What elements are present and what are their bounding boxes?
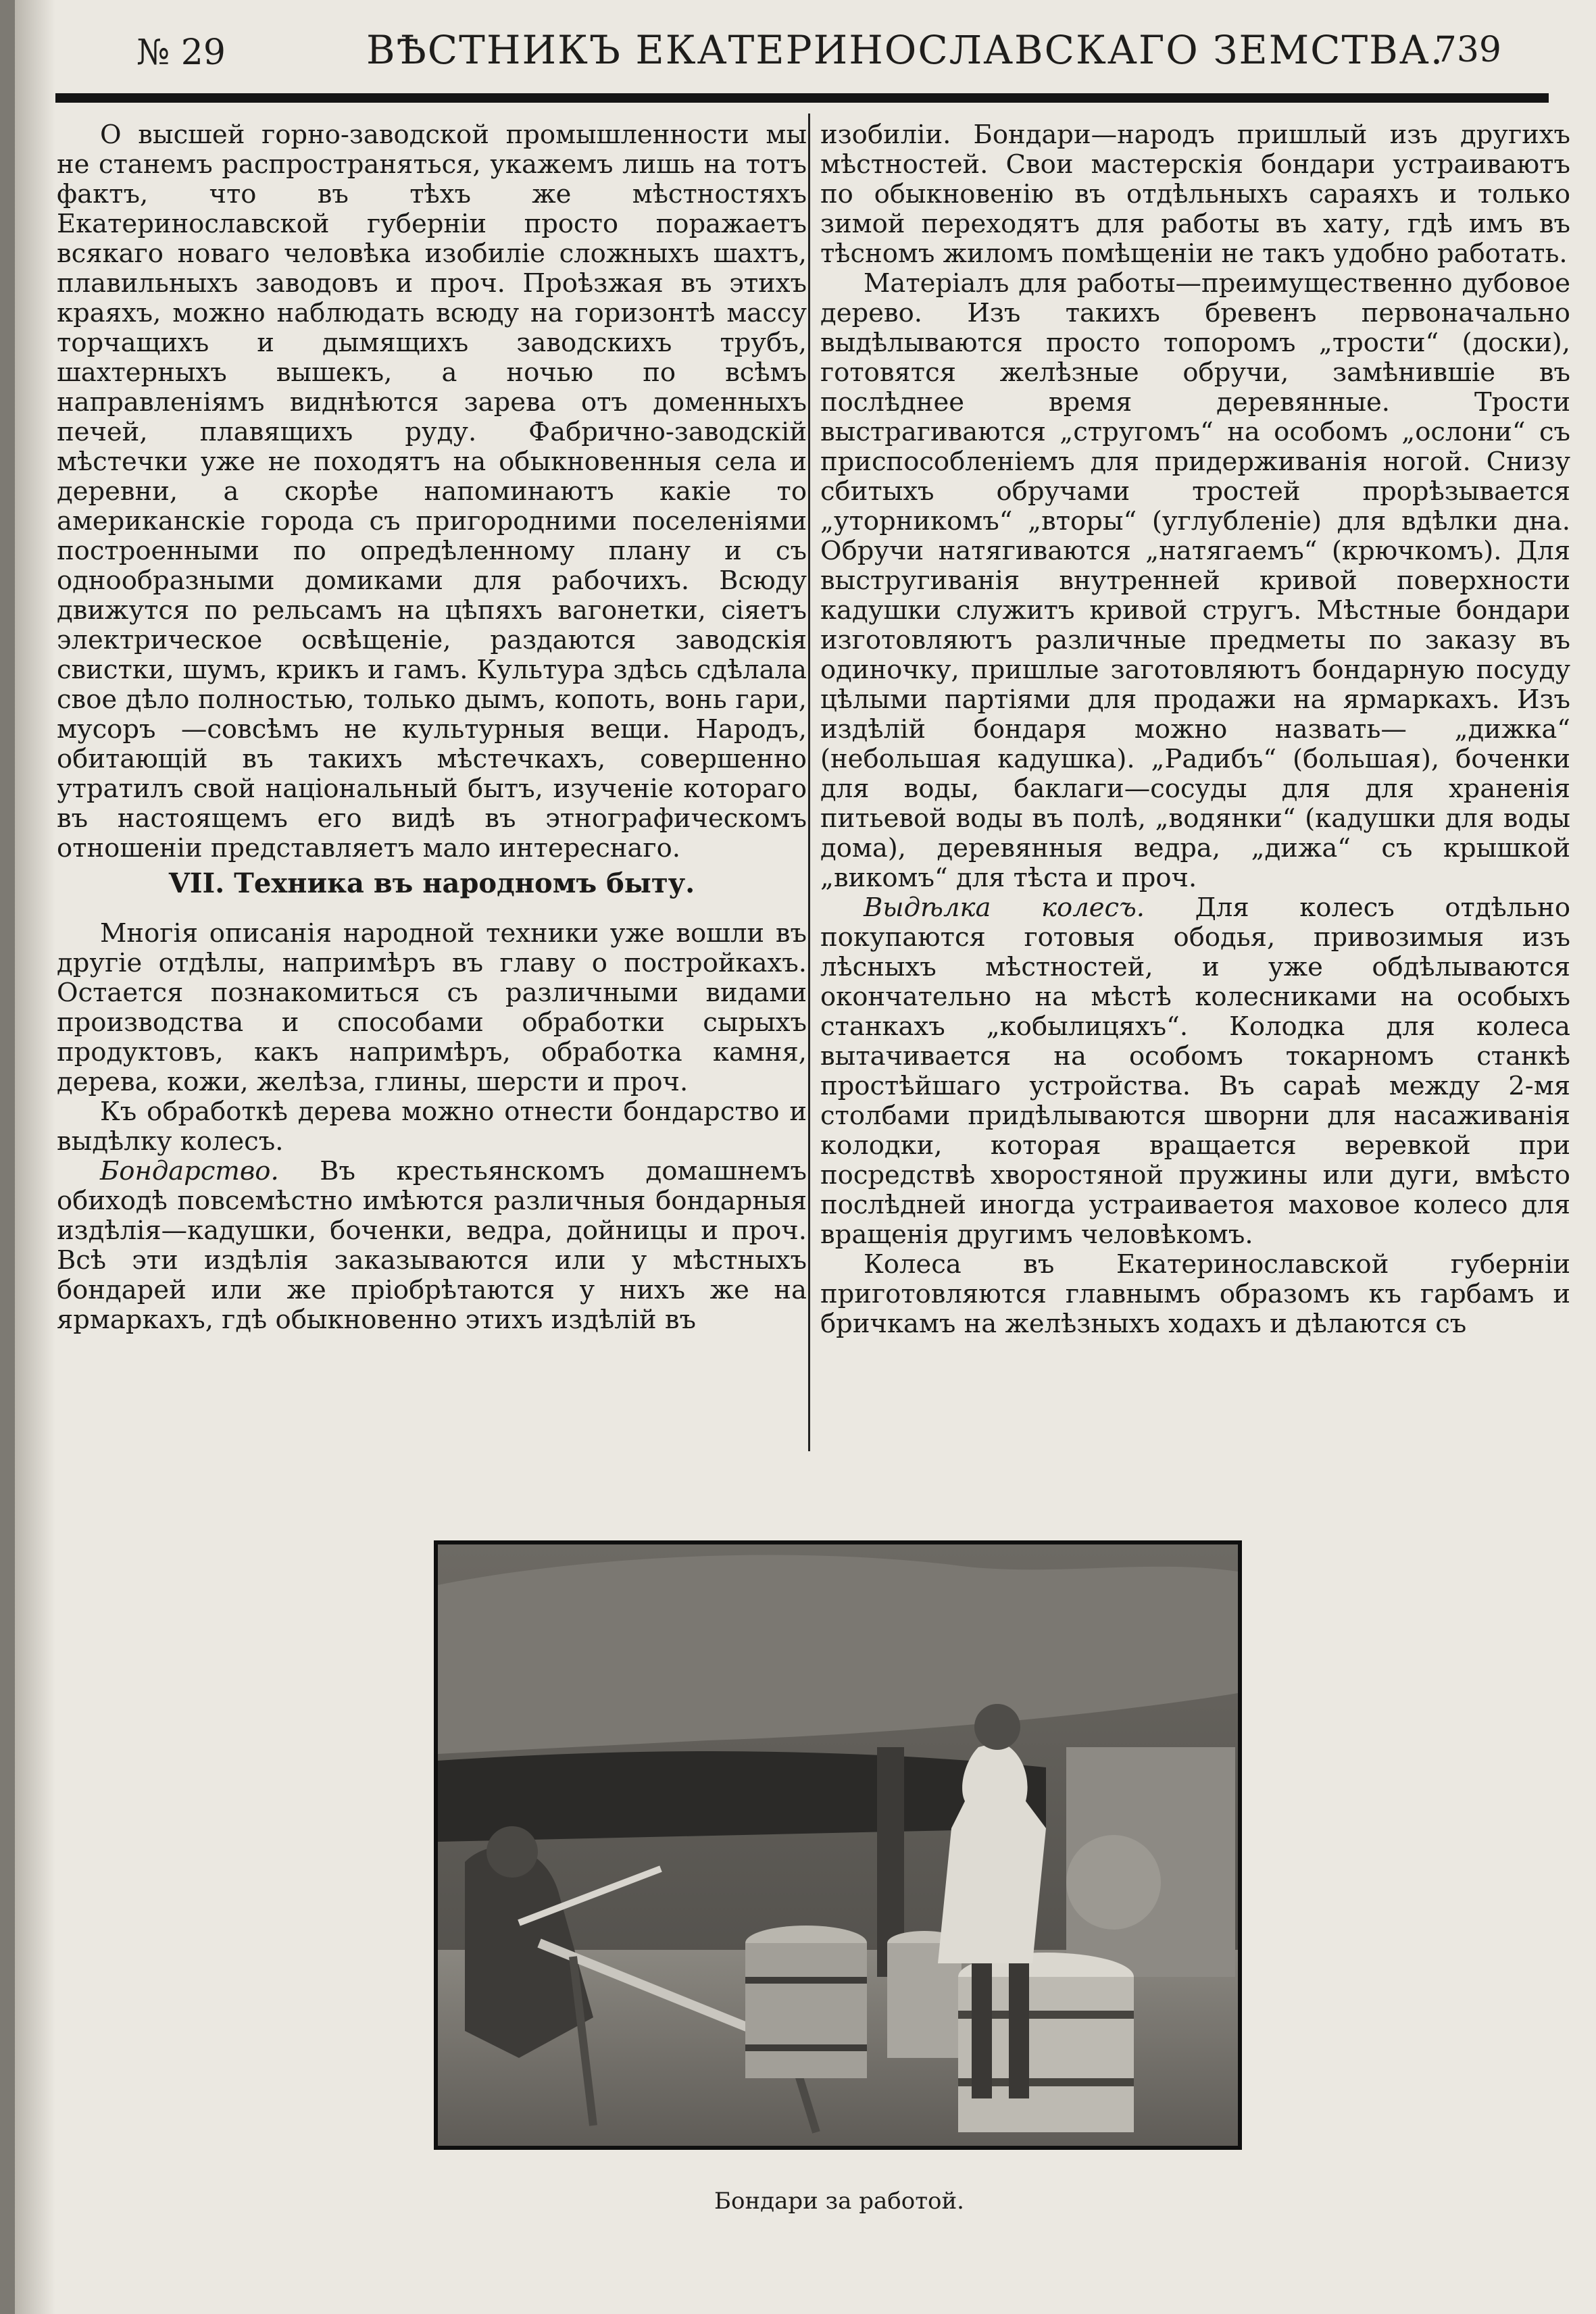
journal-page [15,0,1596,2314]
wheels-title: Выдѣлка колесъ. [864,892,1145,923]
paragraph-technique-intro: Многія описанія народной техники уже вошли въ другіе отдѣлы, напримѣръ въ главу о постройкахъ. Остается познакомиться съ различными видами производства и способами обработки сырыхъ продуктовъ, какъ напримѣръ, обработка камня, дерева, кожи, желѣза, глины, шерсти и проч. [57,918,807,1097]
photo-caption: Бондари за работой. [714,2188,964,2215]
right-column [820,120,1570,1465]
section-heading: VII. Техника въ народномъ быту. [168,867,695,899]
paragraph-industry: О высшей горно-заводской промышленности мы не станемъ распространяться, укажемъ лишь на тотъ фактъ, что въ тѣхъ же мѣстностяхъ Екатеринославской губерніи просто поражаетъ всякаго новаго человѣка изобиліе сложныхъ шахтъ, плавильныхъ заводовъ и проч. Проѣзжая въ этихъ краяхъ, можно наблюдать всюду на горизонтѣ массу торчащихъ и дымящихъ заводскихъ трубъ, шахтерныхъ вышекъ, а ночью по всѣмъ направленіямъ виднѣются зарева отъ доменныхъ печей, плавящихъ руду. Фабрично-заводскій мѣстечки уже не походятъ на обыкновенныя села и деревни, а скорѣе напоминаютъ какіе то американскіе города съ пригородними поселеніями построенными по опредѣленному плану и съ однообразными домиками для рабочихъ. Всюду движутся по рельсамъ на цѣпяхъ вагонетки, сіяетъ электрическое освѣщеніе, раздаются заводскія свистки, шумъ, крикъ и гамъ. Культура здѣсь сдѣлала свое дѣло полностью, только дымъ, копоть, вонь гари, мусоръ —совсѣмъ не культурныя вещи. Народъ, обитающій въ такихъ мѣстечкахъ, совершенно утратилъ свой національный бытъ, изученіе котораго въ настоящемъ его видѣ въ этнографическомъ отношеніи представляетъ мало интереснаго. [57,120,807,863]
left-column [57,120,807,1465]
paragraph-wood: Къ обработкѣ дерева можно отнести бондарство и выдѣлку колесъ. [57,1097,807,1157]
coopers-photograph [434,1540,1242,2150]
paragraph-coopers: изобиліи. Бондари—народъ пришлый изъ другихъ мѣстностей. Свои мастерскія бондари устраиваютъ по обыкновенію въ отдѣльныхъ сараяхъ и только зимой переходятъ для работы въ хату, гдѣ имъ въ тѣсномъ жиломъ помѣщеніи не такъ удобно работать. [820,120,1570,269]
cooperage-text: Въ крестьянскомъ домашнемъ обиходѣ повсемѣстно имѣются различныя бондарныя издѣлія—кадушки, боченки, ведра, дойницы и проч. Всѣ эти издѣлія заказываются или у мѣстныхъ бондарей или же пріобрѣтаются у нихъ же на ярмаркахъ, гдѣ обыкновенно этихъ издѣлій въ [57,1156,807,1335]
paragraph-wheels [820,893,1570,1250]
header-rule [55,93,1549,103]
paragraph-cooperage [57,1157,807,1335]
wheels-text: Для колесъ отдѣльно покупаются готовыя ободья, привозимыя изъ лѣсныхъ мѣстностей, и уже обдѣлываются окончательно на мѣстѣ колесниками на особыхъ станкахъ „кобылицяхъ“. Колодка для колеса вытачивается на особомъ токарномъ станкѣ простѣйшаго устройства. Въ сараѣ между 2-мя столбами придѣлываются шворни для насаживанія колодки, которая вращается веревкой при посредствѣ хворостяной пружины или дуги, вмѣсто послѣдней иногда устраиваетоя маховое колесо для вращенія другимъ человѣкомъ. [820,892,1570,1250]
page-number: 739 [1434,30,1501,70]
column-divider [808,114,810,1451]
journal-title: ВѢСТНИКЪ ЕКАТЕРИНОСЛАВСКАГО ЗЕМСТВА. [366,27,1445,73]
paragraph-material: Матеріалъ для работы—преимущественно дубовое дерево. Изъ такихъ бревенъ первоначально выдѣлываются просто топоромъ „трости“ (доски), готовятся желѣзные обручи, замѣнившіе въ послѣднее время деревянные. Трости выстрагиваются „стругомъ“ на особомъ „ослони“ съ приспособленіемъ для придерживанія ногой. Снизу сбитыхъ обручами тростей прорѣзывается „уторникомъ“ „вторы“ (углубленіе) для вдѣлки дна. Обручи натягиваются „натягаемъ“ (крючкомъ). Для выстругиванія внутренней кривой поверхности кадушки служитъ кривой стругъ. Мѣстные бондари изготовляютъ различные предметы по заказу въ одиночку, пришлые заготовляютъ бондарную посуду цѣлыми партіями для продажи на ярмаркахъ. Изъ издѣлій бондаря можно назвать— „дижка“ (небольшая кадушка). „Радибъ“ (большая), боченки для воды, баклаги—сосуды для для храненія питьевой воды въ полѣ, „водянки“ (кадушки для воды дома), деревянныя ведра, „дижа“ съ крышкой „викомъ“ для тѣста и проч. [820,268,1570,893]
page-header [116,20,1522,81]
issue-number: № 29 [136,32,226,73]
paragraph-wheels-region: Колеса въ Екатеринославской губерніи приготовляются главнымъ образомъ къ гарбамъ и бричкамъ на желѣзныхъ ходахъ и дѣлаются съ [820,1249,1570,1339]
cooperage-title: Бондарство. [100,1156,279,1186]
